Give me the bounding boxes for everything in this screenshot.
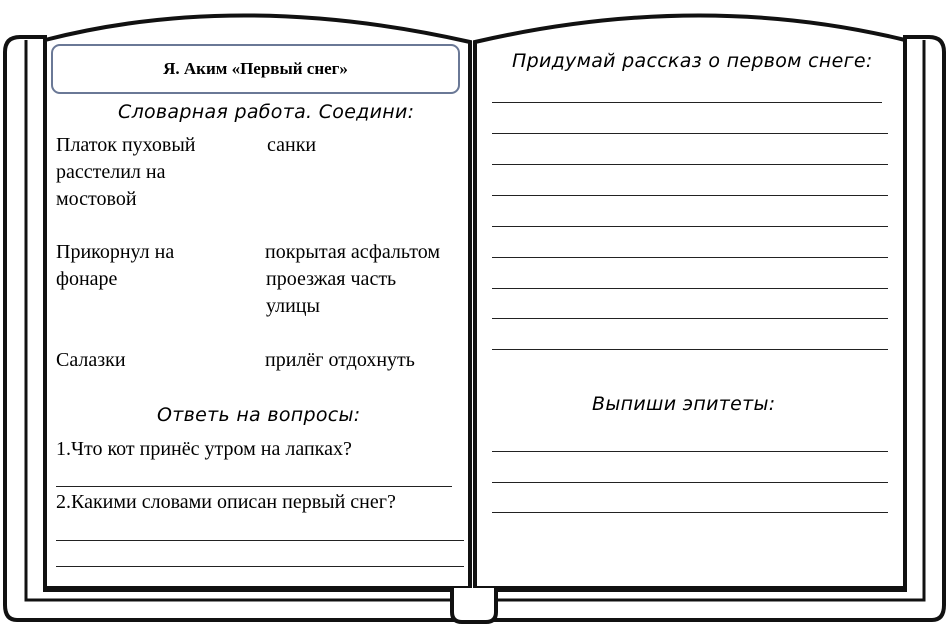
story-line-2[interactable]	[492, 133, 888, 134]
question-1: 1.Что кот принёс утром на лапках?	[56, 438, 352, 460]
vocab-right-2-line2: проезжая часть	[266, 268, 397, 290]
questions-heading: Ответь на вопросы:	[157, 404, 361, 426]
answer-line-q2-1[interactable]	[56, 540, 464, 541]
story-line-7[interactable]	[492, 288, 888, 289]
epithet-line-1[interactable]	[492, 451, 888, 452]
story-line-3[interactable]	[492, 164, 888, 165]
question-2: 2.Какими словами описан первый снег?	[56, 491, 396, 513]
epithet-line-2[interactable]	[492, 482, 888, 483]
vocab-left-2-line2: фонаре	[56, 268, 118, 290]
vocab-right-1: санки	[267, 134, 317, 156]
title-box	[51, 44, 460, 94]
vocab-right-2-line1: покрытая асфальтом	[265, 241, 441, 263]
epithets-heading: Выпиши эпитеты:	[592, 393, 776, 415]
story-line-4[interactable]	[492, 195, 888, 196]
story-line-8[interactable]	[492, 318, 888, 319]
story-heading: Придумай рассказ о первом снеге:	[512, 50, 873, 72]
vocab-left-1-line3: мостовой	[56, 188, 137, 210]
vocab-right-3: прилёг отдохнуть	[265, 349, 415, 371]
answer-line-q2-2[interactable]	[56, 566, 464, 567]
vocab-left-1-line2: расстелил на	[56, 161, 166, 183]
story-line-5[interactable]	[492, 226, 888, 227]
story-line-6[interactable]	[492, 257, 888, 258]
story-line-9[interactable]	[492, 349, 888, 350]
page-title: Я. Аким «Первый снег»	[163, 59, 348, 78]
vocab-left-3: Салазки	[56, 349, 126, 371]
vocab-right-2-line3: улицы	[266, 295, 320, 317]
vocab-left-2-line1: Прикорнул на	[56, 241, 175, 263]
vocab-heading: Словарная работа. Соедини:	[118, 101, 415, 123]
answer-line-q1[interactable]	[56, 486, 452, 487]
vocab-left-1-line1: Платок пуховый	[56, 134, 196, 156]
epithet-line-3[interactable]	[492, 512, 888, 513]
story-line-1[interactable]	[492, 102, 882, 103]
